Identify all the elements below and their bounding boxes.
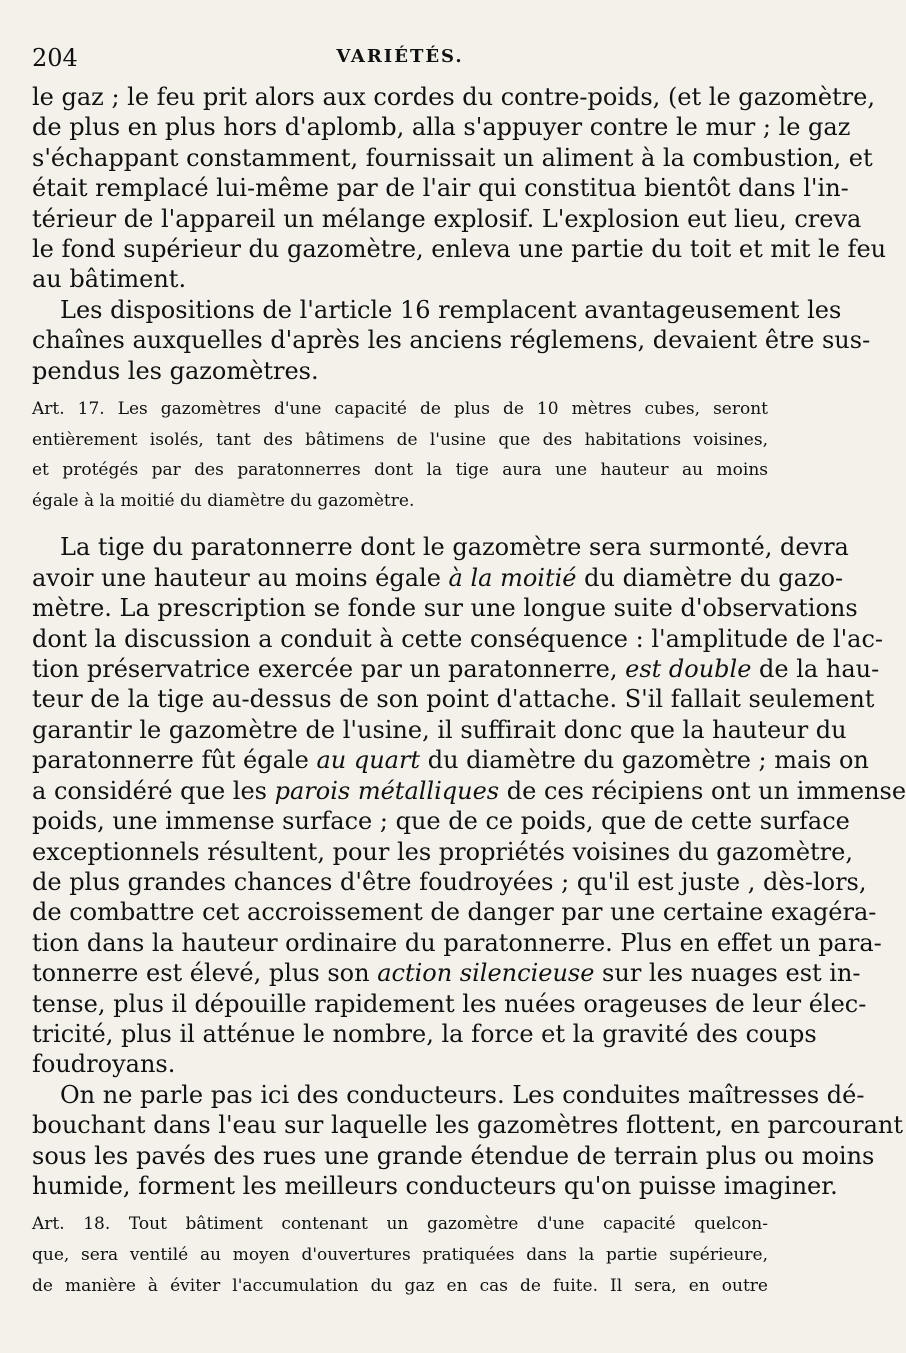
text-line: le gaz ; le feu prit alors aux cordes du contre-poids, (et le gazomètre, [32, 83, 875, 111]
article-18 [32, 1209, 768, 1301]
paragraph-lightning-rod [32, 532, 906, 1079]
text-line: mètre. La prescription se fonde sur une longue suite d'observations [32, 594, 858, 623]
article-17 [32, 394, 768, 516]
text-line: Art. 18. Tout bâtiment contenant un gazomètre d'une capacité quelcon- [32, 1214, 768, 1235]
text-line: que, sera ventilé au moyen d'ouvertures pratiquées dans la partie supérieure, [32, 1244, 768, 1265]
text-line: Les dispositions de l'article 16 remplacent avantageusement les [60, 295, 842, 324]
text-line: tricité, plus il atténue le nombre, la force et la gravité des coups [32, 1019, 817, 1048]
text-line: térieur de l'appareil un mélange explosif. L'explosion eut lieu, creva [32, 204, 862, 233]
text-line: tonnerre est élevé, plus son action silencieuse sur les nuages est in- [32, 959, 861, 988]
page-number: 204 [32, 44, 78, 72]
text-line: chaînes auxquelles d'après les anciens réglemens, devaient être sus- [32, 326, 871, 355]
text-line: au bâtiment. [32, 265, 187, 294]
text-line: et protégés par des paratonnerres dont la tige aura une hauteur au moins [32, 460, 768, 481]
text-line: La tige du paratonnerre dont le gazomètre sera surmonté, devra [60, 533, 849, 562]
text-line: teur de la tige au-dessus de son point d'attache. S'il fallait seulement [32, 685, 875, 714]
text-line: de manière à éviter l'accumulation du gaz en cas de fuite. Il sera, en outre [32, 1275, 768, 1296]
text-line: pendus les gazomètres. [32, 356, 319, 385]
text-line: de combattre cet accroissement de danger par une certaine exagéra- [32, 898, 877, 927]
text-line: poids, une immense surface ; que de ce poids, que de cette surface [32, 807, 850, 836]
text-line: exceptionnels résultent, pour les propriétés voisines du gazomètre, [32, 837, 853, 866]
page-header [32, 38, 768, 82]
text-line: sous les pavés des rues une grande étendue de terrain plus ou moins [32, 1141, 875, 1170]
text-line: avoir une hauteur au moins égale à la moitié du diamètre du gazo- [32, 563, 844, 592]
text-line: Art. 17. Les gazomètres d'une capacité de plus de 10 mètres cubes, seront [32, 399, 768, 420]
text-line: On ne parle pas ici des conducteurs. Les conduites maîtresses dé- [60, 1080, 865, 1109]
paragraph-explosion-account [32, 82, 887, 295]
paragraph-conductors [32, 1080, 904, 1202]
text-line: de plus grandes chances d'être foudroyées ; qu'il est juste , dès-lors, [32, 867, 867, 896]
text-line: était remplacé lui-même par de l'air qui constitua bientôt dans l'in- [32, 174, 849, 203]
paragraph-article-16-note [32, 295, 871, 386]
text-line: tion dans la hauteur ordinaire du paratonnerre. Plus en effet un para- [32, 928, 882, 957]
running-head: VARIÉTÉS. [336, 46, 464, 67]
text-line: s'échappant constamment, fournissait un aliment à la combustion, et [32, 143, 873, 172]
text-line: a considéré que les parois métalliques de ces récipiens ont un immense [32, 776, 906, 805]
text-line: dont la discussion a conduit à cette conséquence : l'amplitude de l'ac- [32, 624, 884, 653]
text-line: paratonnerre fût égale au quart du diamètre du gazomètre ; mais on [32, 746, 869, 775]
text-line: bouchant dans l'eau sur laquelle les gazomètres flottent, en parcourant [32, 1111, 904, 1140]
text-line: de plus en plus hors d'aplomb, alla s'appuyer contre le mur ; le gaz [32, 113, 851, 142]
text-line: entièrement isolés, tant des bâtimens de l'usine que des habitations voisines, [32, 429, 768, 450]
text-line: tion préservatrice exercée par un paratonnerre, est double de la hau- [32, 655, 880, 684]
text-line: foudroyans. [32, 1050, 176, 1079]
text-line: le fond supérieur du gazomètre, enleva une partie du toit et mit le feu [32, 235, 887, 264]
text-line: tense, plus il dépouille rapidement les nuées orageuses de leur élec- [32, 989, 867, 1018]
text-line: garantir le gazomètre de l'usine, il suffirait donc que la hauteur du [32, 715, 847, 744]
text-line: humide, forment les meilleurs conducteurs qu'on puisse imaginer. [32, 1171, 838, 1200]
text-line: égale à la moitié du diamètre du gazomètre. [32, 490, 415, 511]
